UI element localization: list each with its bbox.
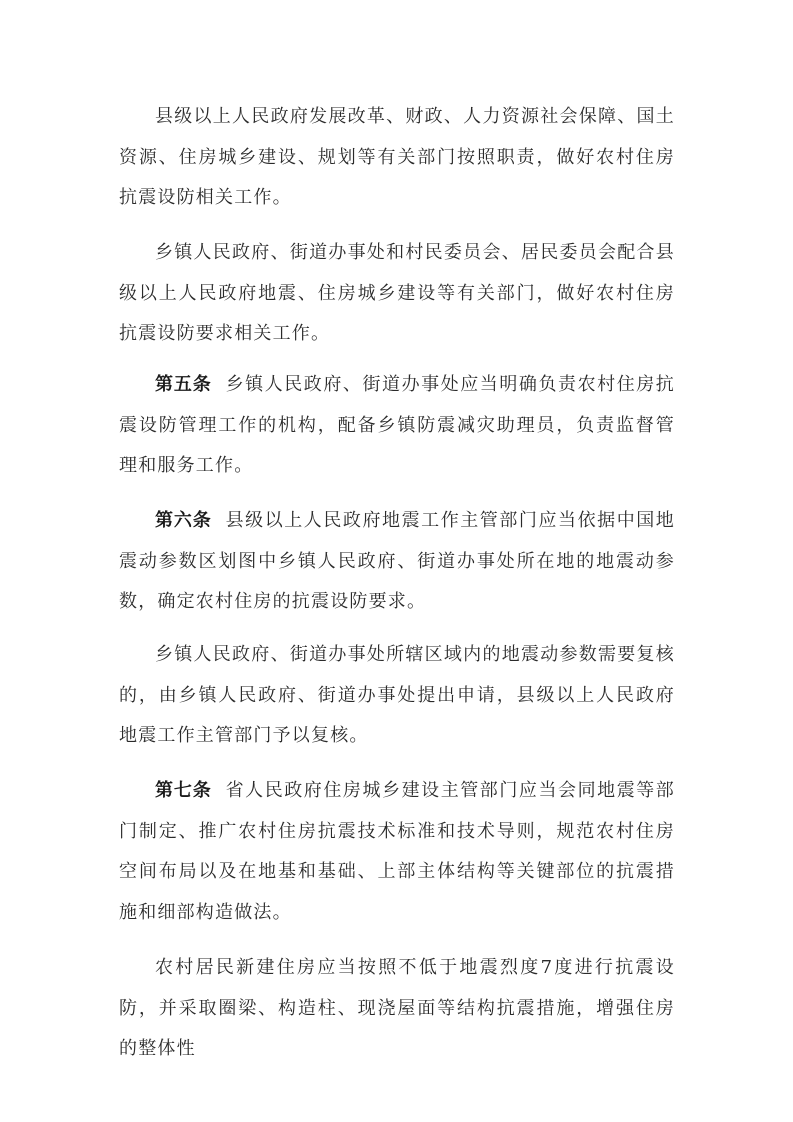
paragraph-text: 农村居民新建住房应当按照不低于地震烈度7度进行抗震设防，并采取圈梁、构造柱、现浇屋面等结构抗震措施，增强住房的整体性 — [119, 957, 675, 1059]
paragraph-text: 省人民政府住房城乡建设主管部门应当会同地震等部门制定、推广农村住房抗震技术标准和技术导则，规范农村住房空间布局以及在地基和基础、上部主体结构等关键部位的抗震措施和细部构造做法。 — [119, 780, 675, 923]
paragraph-1 — [119, 97, 675, 219]
paragraph-text: 县级以上人民政府地震工作主管部门应当依据中国地震动参数区划图中乡镇人民政府、街道办事处所在地的地震动参数，确定农村住房的抗震设防要求。 — [119, 510, 675, 612]
paragraph-article-5 — [119, 365, 675, 487]
paragraph-article-7 — [119, 771, 675, 933]
paragraph-article-6 — [119, 501, 675, 623]
paragraph-text: 乡镇人民政府、街道办事处应当明确负责农村住房抗震设防管理工作的机构，配备乡镇防震减灾助理员，负责监督管理和服务工作。 — [119, 374, 675, 476]
paragraph-7 — [119, 948, 675, 1070]
paragraph-text: 县级以上人民政府发展改革、财政、人力资源社会保障、国土资源、住房城乡建设、规划等有关部门按照职责，做好农村住房抗震设防相关工作。 — [119, 106, 675, 208]
paragraph-text: 乡镇人民政府、街道办事处所辖区域内的地震动参数需要复核的，由乡镇人民政府、街道办事处提出申请，县级以上人民政府地震工作主管部门予以复核。 — [119, 644, 675, 746]
article-number: 第七条 — [155, 780, 212, 801]
paragraph-text: 乡镇人民政府、街道办事处和村民委员会、居民委员会配合县级以上人民政府地震、住房城乡建设等有关部门，做好农村住房抗震设防要求相关工作。 — [119, 242, 675, 344]
paragraph-5 — [119, 635, 675, 757]
paragraph-2 — [119, 233, 675, 355]
article-number: 第五条 — [155, 374, 212, 395]
article-number: 第六条 — [155, 510, 212, 531]
